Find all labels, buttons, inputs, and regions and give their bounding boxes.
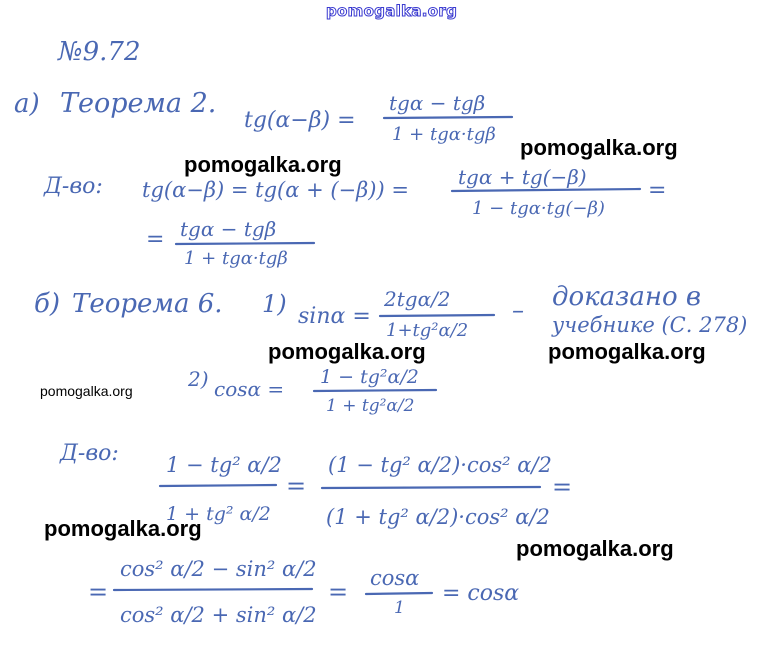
proof-equals-1: = (286, 472, 307, 500)
sin-formula-fraction-bar (380, 315, 494, 316)
part-b-label: б) (34, 289, 61, 319)
sin-formula-note-line1: доказано в (552, 282, 702, 312)
watermark: pomogalka.org (548, 339, 706, 364)
proof-frac3-fraction-bar (114, 589, 312, 590)
theorem2-fraction-bar (384, 117, 512, 118)
watermark: pomogalka.org (184, 152, 342, 177)
proof-equals-3: = (88, 578, 109, 606)
proof-frac1-numerator: 1 − tg² α/2 (166, 453, 282, 477)
part-a-heading: Теорема 2. (60, 88, 217, 119)
proof-frac3-numerator: cos² α/2 − sin² α/2 (120, 557, 317, 581)
part-a-proof-frac-numerator: tgα + tg(−β) (458, 165, 587, 189)
part-a-proof-line2-denominator: 1 + tgα·tgβ (184, 248, 288, 269)
proof-frac2-denominator: (1 + tg² α/2)·cos² α/2 (326, 505, 550, 529)
watermark: pomogalka.org (40, 383, 133, 399)
part-a-label: а) (14, 89, 40, 119)
part-b-heading: Теорема 6. (72, 289, 223, 319)
theorem6-item2-label: 2) (188, 367, 209, 391)
sin-formula-denominator: 1+tg²α/2 (386, 320, 469, 341)
cos-formula-numerator: 1 − tg²α/2 (320, 366, 419, 388)
theorem2-denominator: 1 + tgα·tgβ (392, 124, 496, 145)
theorem6-item1-label: 1) (262, 290, 287, 318)
part-a-proof-line2-equals: = (146, 227, 165, 252)
cos-formula-lhs: cosα = (214, 377, 285, 401)
proof-equals-4: = (328, 578, 349, 606)
proof-frac2-fraction-bar (322, 487, 540, 488)
part-a-proof-fraction-bar (452, 189, 640, 191)
watermark-top: pomogalka.org (326, 2, 458, 20)
proof-frac1-denominator: 1 + tg² α/2 (166, 503, 271, 525)
proof-frac1-fraction-bar (160, 485, 276, 486)
proof-equals-2: = (552, 473, 573, 501)
part-a-proof-line2-fraction-bar (176, 243, 314, 244)
watermark: pomogalka.org (520, 135, 678, 160)
proof-result: = cosα (442, 581, 520, 606)
part-a-proof-label: Д-во: (44, 174, 103, 199)
theorem2-lhs: tg(α−β) = (244, 108, 356, 133)
part-a-proof-line1: tg(α−β) = tg(α + (−β)) = (142, 178, 409, 202)
part-a-proof-frac-denominator: 1 − tgα·tg(−β) (472, 198, 605, 219)
part-a-proof-equals: = (648, 178, 667, 203)
theorem2-numerator: tgα − tgβ (389, 91, 486, 115)
sin-formula-note-line2: учебнике (С. 278) (552, 313, 748, 337)
proof-frac4-numerator: cosα (370, 566, 420, 590)
part-a-proof-line2-numerator: tgα − tgβ (180, 217, 277, 241)
cos-formula-denominator: 1 + tg²α/2 (326, 396, 415, 416)
problem-number: №9.72 (58, 37, 141, 67)
proof-frac4-fraction-bar (366, 593, 432, 594)
watermark: pomogalka.org (516, 536, 674, 561)
proof-frac3-denominator: cos² α/2 + sin² α/2 (120, 603, 317, 627)
part-b-proof-label: Д-во: (60, 441, 119, 466)
sin-formula-lhs: sinα = (298, 304, 371, 329)
watermark: pomogalka.org (268, 339, 426, 364)
cos-formula-fraction-bar (314, 390, 436, 391)
sin-formula-numerator: 2tgα/2 (384, 287, 451, 311)
proof-frac2-numerator: (1 − tg² α/2)·cos² α/2 (328, 453, 552, 477)
watermark: pomogalka.org (44, 516, 202, 541)
proof-frac4-denominator: 1 (394, 598, 405, 618)
sin-formula-dash: – (512, 296, 524, 324)
